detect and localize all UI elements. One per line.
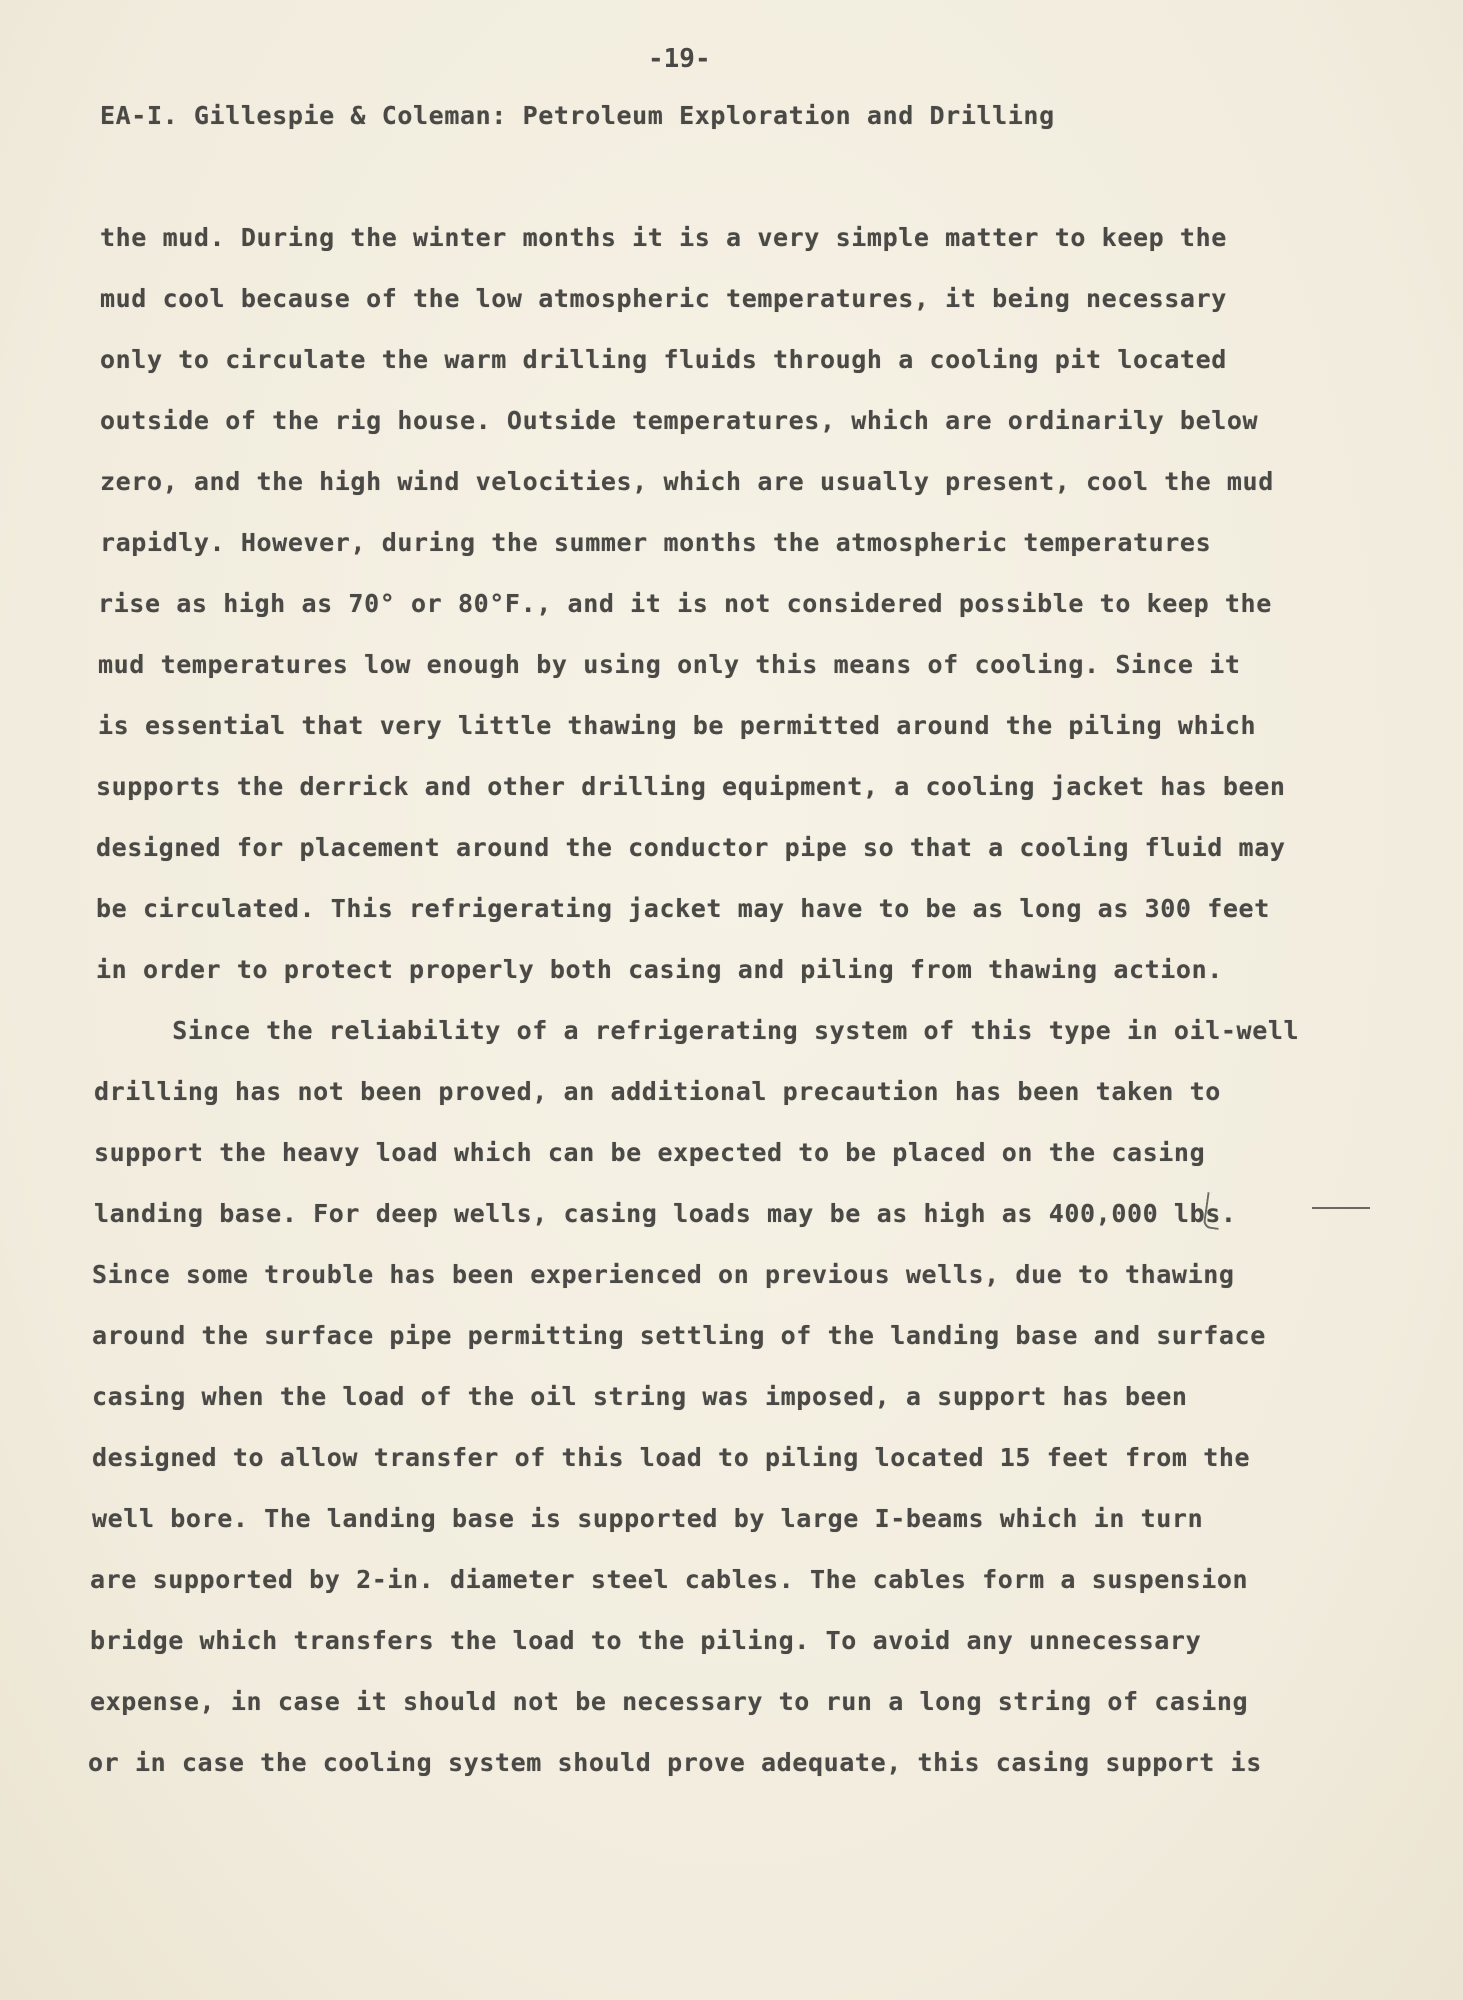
text-line: are supported by 2-in. diameter steel cables. The cables form a suspension <box>90 1565 1249 1594</box>
text-line: mud temperatures low enough by using only this means of cooling. Since it <box>98 650 1241 679</box>
text-line: in order to protect properly both casing and piling from thawing action. <box>96 955 1223 984</box>
text-line: outside of the rig house. Outside temperatures, which are ordinarily below <box>100 406 1259 435</box>
page-number: -19- <box>648 44 711 74</box>
text-line: supports the derrick and other drilling equipment, a cooling jacket has been <box>96 772 1286 801</box>
text-line: designed for placement around the conductor pipe so that a cooling fluid may <box>96 833 1286 862</box>
text-line: well bore. The landing base is supported by large I-beams which in turn <box>92 1504 1204 1533</box>
text-line: Since the reliability of a refrigerating system of this type in oil-well <box>94 1016 1300 1045</box>
text-line: or in case the cooling system should prove adequate, this casing support is <box>88 1748 1262 1777</box>
text-line: drilling has not been proved, an additional precaution has been taken to <box>94 1077 1221 1106</box>
text-line: support the heavy load which can be expected to be placed on the casing <box>94 1138 1206 1167</box>
text-line: rapidly. However, during the summer months the atmospheric temperatures <box>100 528 1212 557</box>
text-line: rise as high as 70° or 80°F., and it is not considered possible to keep the <box>98 589 1272 618</box>
text-line: only to circulate the warm drilling fluids through a cooling pit located <box>100 345 1227 374</box>
text-line: be circulated. This refrigerating jacket may have to be as long as 300 feet <box>96 894 1270 923</box>
text-line: zero, and the high wind velocities, which are usually present, cool the mud <box>100 467 1274 496</box>
text-line: mud cool because of the low atmospheric temperatures, it being necessary <box>100 284 1227 313</box>
text-line: landing base. For deep wells, casing loads may be as high as 400,000 lbs. <box>94 1199 1237 1228</box>
text-line: is essential that very little thawing be permitted around the piling which <box>98 711 1257 740</box>
margin-line-mark <box>1312 1207 1370 1209</box>
text-line: bridge which transfers the load to the piling. To avoid any unnecessary <box>90 1626 1202 1655</box>
text-line: around the surface pipe permitting settling of the landing base and surface <box>92 1321 1266 1350</box>
text-line: Since some trouble has been experienced on previous wells, due to thawing <box>92 1260 1235 1289</box>
text-line: designed to allow transfer of this load to piling located 15 feet from the <box>92 1443 1251 1472</box>
text-line: casing when the load of the oil string was imposed, a support has been <box>92 1382 1188 1411</box>
document-header: EA-I. Gillespie & Coleman: Petroleum Exploration and Drilling <box>100 101 1055 130</box>
text-line: expense, in case it should not be necessary to run a long string of casing <box>90 1687 1249 1716</box>
text-line: the mud. During the winter months it is a very simple matter to keep the <box>100 223 1227 252</box>
